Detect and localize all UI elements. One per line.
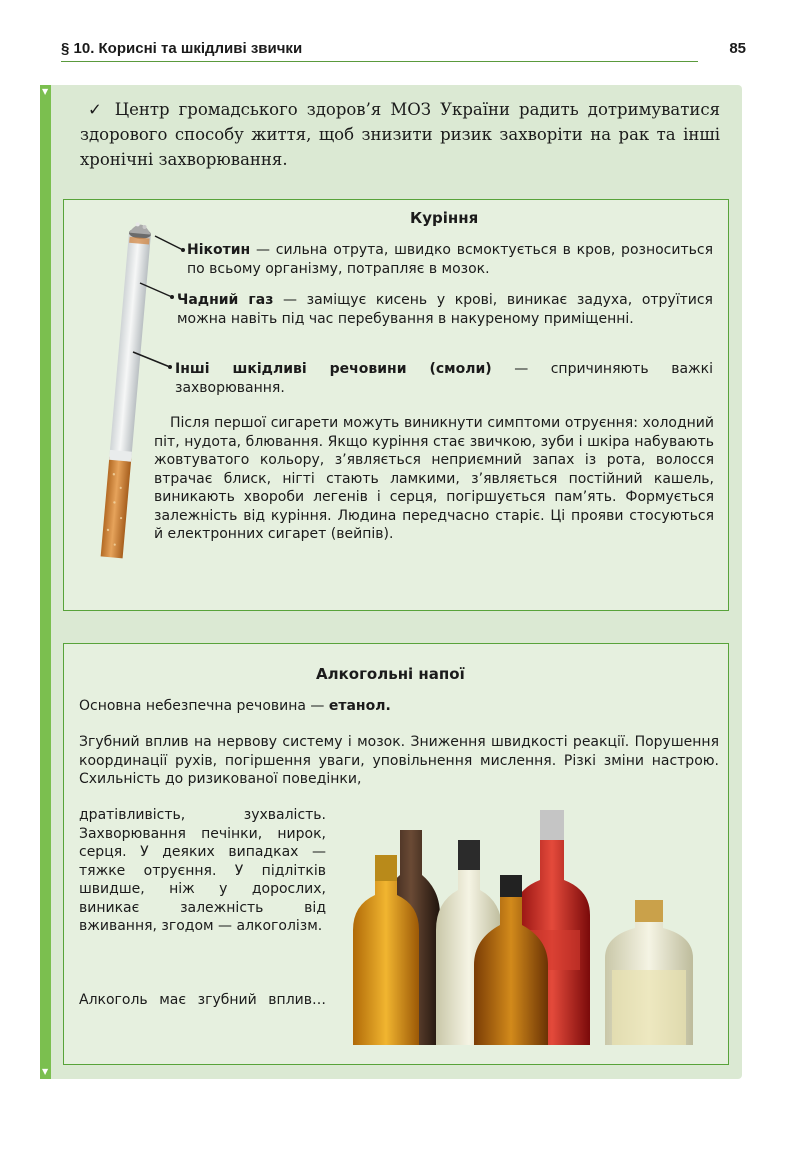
smoking-paragraph: Після першої сигарети можуть виникнути симптоми отруєння: холодний піт, нудота, блювання. Якщо куріння стає звичкою, зуби і шкіра набувають жовтуватого кольору, з’являється неприємний запах із рота, волосся втрачає блиск, нігті стають ламкими, з’являється постійний кашель, виникають хвороби легенів і серця, погіршується пам’ять. Формується залежність від куріння. Людина передчасно старіє. Ці прояви стосуються й електронних сигарет (вейпів). [154,415,714,542]
item-term: Чадний газ [177,292,274,308]
item-desc: — сильна отрута, швидко всмоктується в кров, розноситься по всьому організму, потрапляє в мозок. [187,242,713,277]
item-desc: — заміщує кисень у крові, виникає задуха, отруїтися можна навіть під час перебування в накуреному приміщенні. [177,292,713,327]
page-header [61,40,746,65]
header-rule [61,61,698,62]
nicotine-item [187,241,713,278]
alcohol-paragraph-2: Алкоголь має згубний вплив… [79,992,326,1008]
bottles-image [350,810,720,1045]
intro-text: Центр громадського здоров’я МОЗ України радить дотримуватися здорового способу життя, щоб знизити ризик захворіти на рак та інші хронічні захворювання. [80,100,721,169]
sidebar-accent-bar [40,85,51,1079]
smoking-title: Куріння [410,209,479,227]
section-title: § 10. Корисні та шкідливі звички [61,40,303,57]
carbon-monoxide-item [177,291,713,328]
other-substances-item [175,360,713,397]
substance-name: етанол. [328,698,391,714]
page-number: 85 [729,40,746,57]
item-term: Нікотин [187,242,251,258]
main-substance-line [79,697,719,716]
item-term: Інші шкідливі речовини (смоли) [175,361,492,377]
alcohol-paragraph: Згубний вплив на нервову систему і мозок. Зниження швидкості реакції. Порушення координації рухів, погіршення уваги, уповільнення мислення. Різкі зміни настрою. Схильність до ризикованої поведінки, [79,734,719,787]
item-desc: — спричиняють важкі захворювання. [175,361,713,396]
alcohol-paragraph-continued: дратівливість, зухвалість. Захворювання печінки, нирок, серця. У деяких випадках — тяжке отруєння. У підлітків швидше, ніж у дорослих, виникає залежність від вживання, згодом — алкоголізм. [79,807,326,934]
alcohol-title: Алкогольні напої [316,665,465,683]
substance-prefix: Основна небезпечна речовина — [79,698,329,714]
arrow-down-icon: ▼ [42,1067,49,1076]
cigarette-image [91,213,161,573]
arrow-down-icon: ▼ [42,87,49,96]
check-icon: ✓ [88,100,106,119]
intro-paragraph [80,97,720,172]
